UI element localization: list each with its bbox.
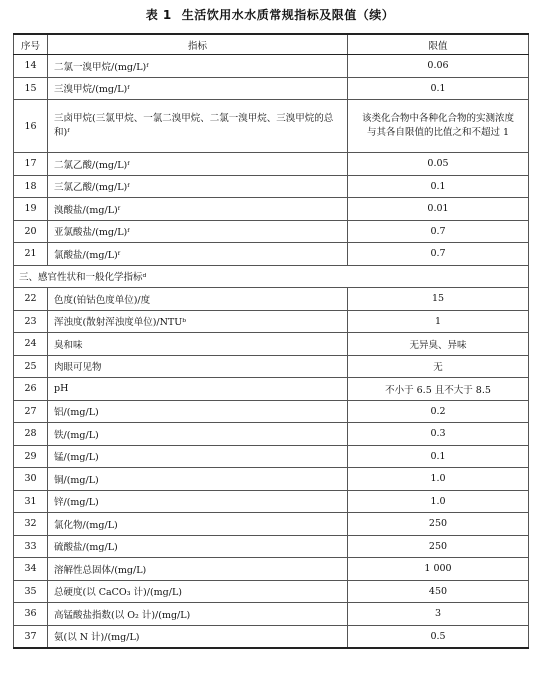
row-number: 29 xyxy=(14,445,48,468)
header-limit: 限值 xyxy=(348,34,529,55)
row-limit: 3 xyxy=(348,603,529,626)
row-number: 19 xyxy=(14,198,48,221)
row-number: 20 xyxy=(14,220,48,243)
row-indicator: 氯化物/(mg/L) xyxy=(48,513,348,536)
table-row xyxy=(14,535,529,558)
row-limit: 0.1 xyxy=(348,77,529,100)
row-number: 23 xyxy=(14,310,48,333)
row-limit: 不小于 6.5 且不大于 8.5 xyxy=(348,378,529,401)
table-row xyxy=(14,175,529,198)
row-indicator: 臭和味 xyxy=(48,333,348,356)
row-limit: 250 xyxy=(348,535,529,558)
row-indicator: 铁/(mg/L) xyxy=(48,423,348,446)
row-number: 28 xyxy=(14,423,48,446)
row-limit: 0.5 xyxy=(348,625,529,648)
table-row xyxy=(14,220,529,243)
row-number: 31 xyxy=(14,490,48,513)
row-limit: 0.01 xyxy=(348,198,529,221)
row-number: 30 xyxy=(14,468,48,491)
table-caption xyxy=(0,6,540,24)
section-title: 三、感官性状和一般化学指标ᵈ xyxy=(14,265,529,288)
row-limit: 1 xyxy=(348,310,529,333)
header-row xyxy=(14,34,529,55)
row-limit: 0.1 xyxy=(348,445,529,468)
table-row xyxy=(14,198,529,221)
row-indicator: 浑浊度(散射浑浊度单位)/NTUᵇ xyxy=(48,310,348,333)
row-indicator: 溶解性总固体/(mg/L) xyxy=(48,558,348,581)
row-indicator: 铝/(mg/L) xyxy=(48,400,348,423)
row-indicator: 总硬度(以 CaCO₃ 计)/(mg/L) xyxy=(48,580,348,603)
row-indicator: 三氯乙酸/(mg/L)ᶠ xyxy=(48,175,348,198)
row-limit: 0.7 xyxy=(348,243,529,266)
row-limit: 0.3 xyxy=(348,423,529,446)
table-row xyxy=(14,603,529,626)
row-limit: 0.2 xyxy=(348,400,529,423)
table-row xyxy=(14,288,529,311)
row-indicator: 二氯乙酸/(mg/L)ᶠ xyxy=(48,153,348,176)
row-number: 37 xyxy=(14,625,48,648)
row-indicator: 色度(铂钴色度单位)/度 xyxy=(48,288,348,311)
table-row xyxy=(14,580,529,603)
row-indicator: pH xyxy=(48,378,348,401)
table-row xyxy=(14,100,529,153)
row-indicator: 硫酸盐/(mg/L) xyxy=(48,535,348,558)
row-number: 17 xyxy=(14,153,48,176)
table-number: 表 1 xyxy=(145,8,172,22)
row-indicator: 高锰酸盐指数(以 O₂ 计)/(mg/L) xyxy=(48,603,348,626)
row-number: 22 xyxy=(14,288,48,311)
row-limit: 1.0 xyxy=(348,490,529,513)
row-limit: 该类化合物中各种化合物的实测浓度与其各自限值的比值之和不超过 1 xyxy=(348,100,529,153)
row-number: 25 xyxy=(14,355,48,378)
header-no: 序号 xyxy=(14,34,48,55)
table-row xyxy=(14,490,529,513)
table-row xyxy=(14,355,529,378)
row-number: 15 xyxy=(14,77,48,100)
row-limit: 0.7 xyxy=(348,220,529,243)
row-number: 14 xyxy=(14,55,48,78)
row-number: 18 xyxy=(14,175,48,198)
row-number: 35 xyxy=(14,580,48,603)
row-number: 16 xyxy=(14,100,48,153)
row-indicator: 亚氯酸盐/(mg/L)ᶠ xyxy=(48,220,348,243)
table-row xyxy=(14,153,529,176)
row-limit: 250 xyxy=(348,513,529,536)
row-limit: 无 xyxy=(348,355,529,378)
section-row xyxy=(14,265,529,288)
row-number: 36 xyxy=(14,603,48,626)
table-row xyxy=(14,445,529,468)
row-number: 33 xyxy=(14,535,48,558)
table-row xyxy=(14,378,529,401)
water-quality-table xyxy=(13,33,529,649)
row-indicator: 锰/(mg/L) xyxy=(48,445,348,468)
table-row xyxy=(14,77,529,100)
table-row xyxy=(14,243,529,266)
table-row xyxy=(14,310,529,333)
table-row xyxy=(14,333,529,356)
header-indicator: 指标 xyxy=(48,34,348,55)
row-number: 34 xyxy=(14,558,48,581)
row-indicator: 三卤甲烷(三氯甲烷、一氯二溴甲烷、二氯一溴甲烷、三溴甲烷的总和)ᶠ xyxy=(48,100,348,153)
table-title: 生活饮用水水质常规指标及限值（续） xyxy=(181,8,395,22)
row-limit: 0.06 xyxy=(348,55,529,78)
row-limit: 无异臭、异味 xyxy=(348,333,529,356)
row-number: 27 xyxy=(14,400,48,423)
row-number: 26 xyxy=(14,378,48,401)
table-row xyxy=(14,625,529,648)
row-limit: 450 xyxy=(348,580,529,603)
row-indicator: 铜/(mg/L) xyxy=(48,468,348,491)
row-limit: 0.05 xyxy=(348,153,529,176)
row-indicator: 二氯一溴甲烷/(mg/L)ᶠ xyxy=(48,55,348,78)
row-limit: 1 000 xyxy=(348,558,529,581)
row-limit: 15 xyxy=(348,288,529,311)
table-row xyxy=(14,558,529,581)
row-number: 24 xyxy=(14,333,48,356)
row-indicator: 肉眼可见物 xyxy=(48,355,348,378)
table-row xyxy=(14,513,529,536)
row-indicator: 氯酸盐/(mg/L)ᶠ xyxy=(48,243,348,266)
table-row xyxy=(14,423,529,446)
row-indicator: 锌/(mg/L) xyxy=(48,490,348,513)
table-row xyxy=(14,55,529,78)
row-indicator: 三溴甲烷/(mg/L)ᶠ xyxy=(48,77,348,100)
row-limit: 0.1 xyxy=(348,175,529,198)
row-indicator: 氨(以 N 计)/(mg/L) xyxy=(48,625,348,648)
row-indicator: 溴酸盐/(mg/L)ᶠ xyxy=(48,198,348,221)
table-row xyxy=(14,400,529,423)
row-number: 32 xyxy=(14,513,48,536)
table-row xyxy=(14,468,529,491)
row-limit: 1.0 xyxy=(348,468,529,491)
row-number: 21 xyxy=(14,243,48,266)
